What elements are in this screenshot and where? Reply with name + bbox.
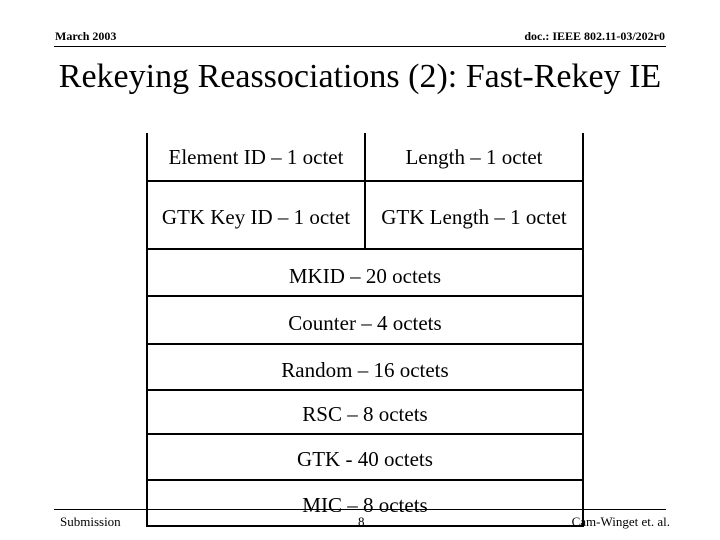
field-element-id: Element ID – 1 octet xyxy=(147,133,365,181)
footer-rule xyxy=(54,509,666,510)
table-row xyxy=(147,480,583,526)
table-row xyxy=(147,133,583,181)
fast-rekey-ie-table xyxy=(146,133,584,527)
footer-submission: Submission xyxy=(60,514,121,529)
field-gtk: GTK - 40 octets xyxy=(147,434,583,480)
table-row xyxy=(147,434,583,480)
field-rsc: RSC – 8 octets xyxy=(147,390,583,434)
header-date: March 2003 xyxy=(55,29,117,43)
field-gtk-length: GTK Length – 1 octet xyxy=(365,181,583,249)
page-number: 8 xyxy=(358,514,365,529)
field-gtk-key-id: GTK Key ID – 1 octet xyxy=(147,181,365,249)
header-doc-id: doc.: IEEE 802.11-03/202r0 xyxy=(524,29,665,43)
table-row xyxy=(147,390,583,434)
field-mic: MIC – 8 octets xyxy=(147,480,583,526)
field-counter: Counter – 4 octets xyxy=(147,296,583,344)
field-length: Length – 1 octet xyxy=(365,133,583,181)
header-rule xyxy=(54,46,666,47)
slide-title: Rekeying Reassociations (2): Fast-Rekey IE xyxy=(58,58,662,95)
table-row xyxy=(147,181,583,249)
table-row xyxy=(147,249,583,296)
field-mkid: MKID – 20 octets xyxy=(147,249,583,296)
table-row xyxy=(147,344,583,390)
footer-author: Cam-Winget et. al. xyxy=(571,514,670,529)
field-random: Random – 16 octets xyxy=(147,344,583,390)
table-row xyxy=(147,296,583,344)
